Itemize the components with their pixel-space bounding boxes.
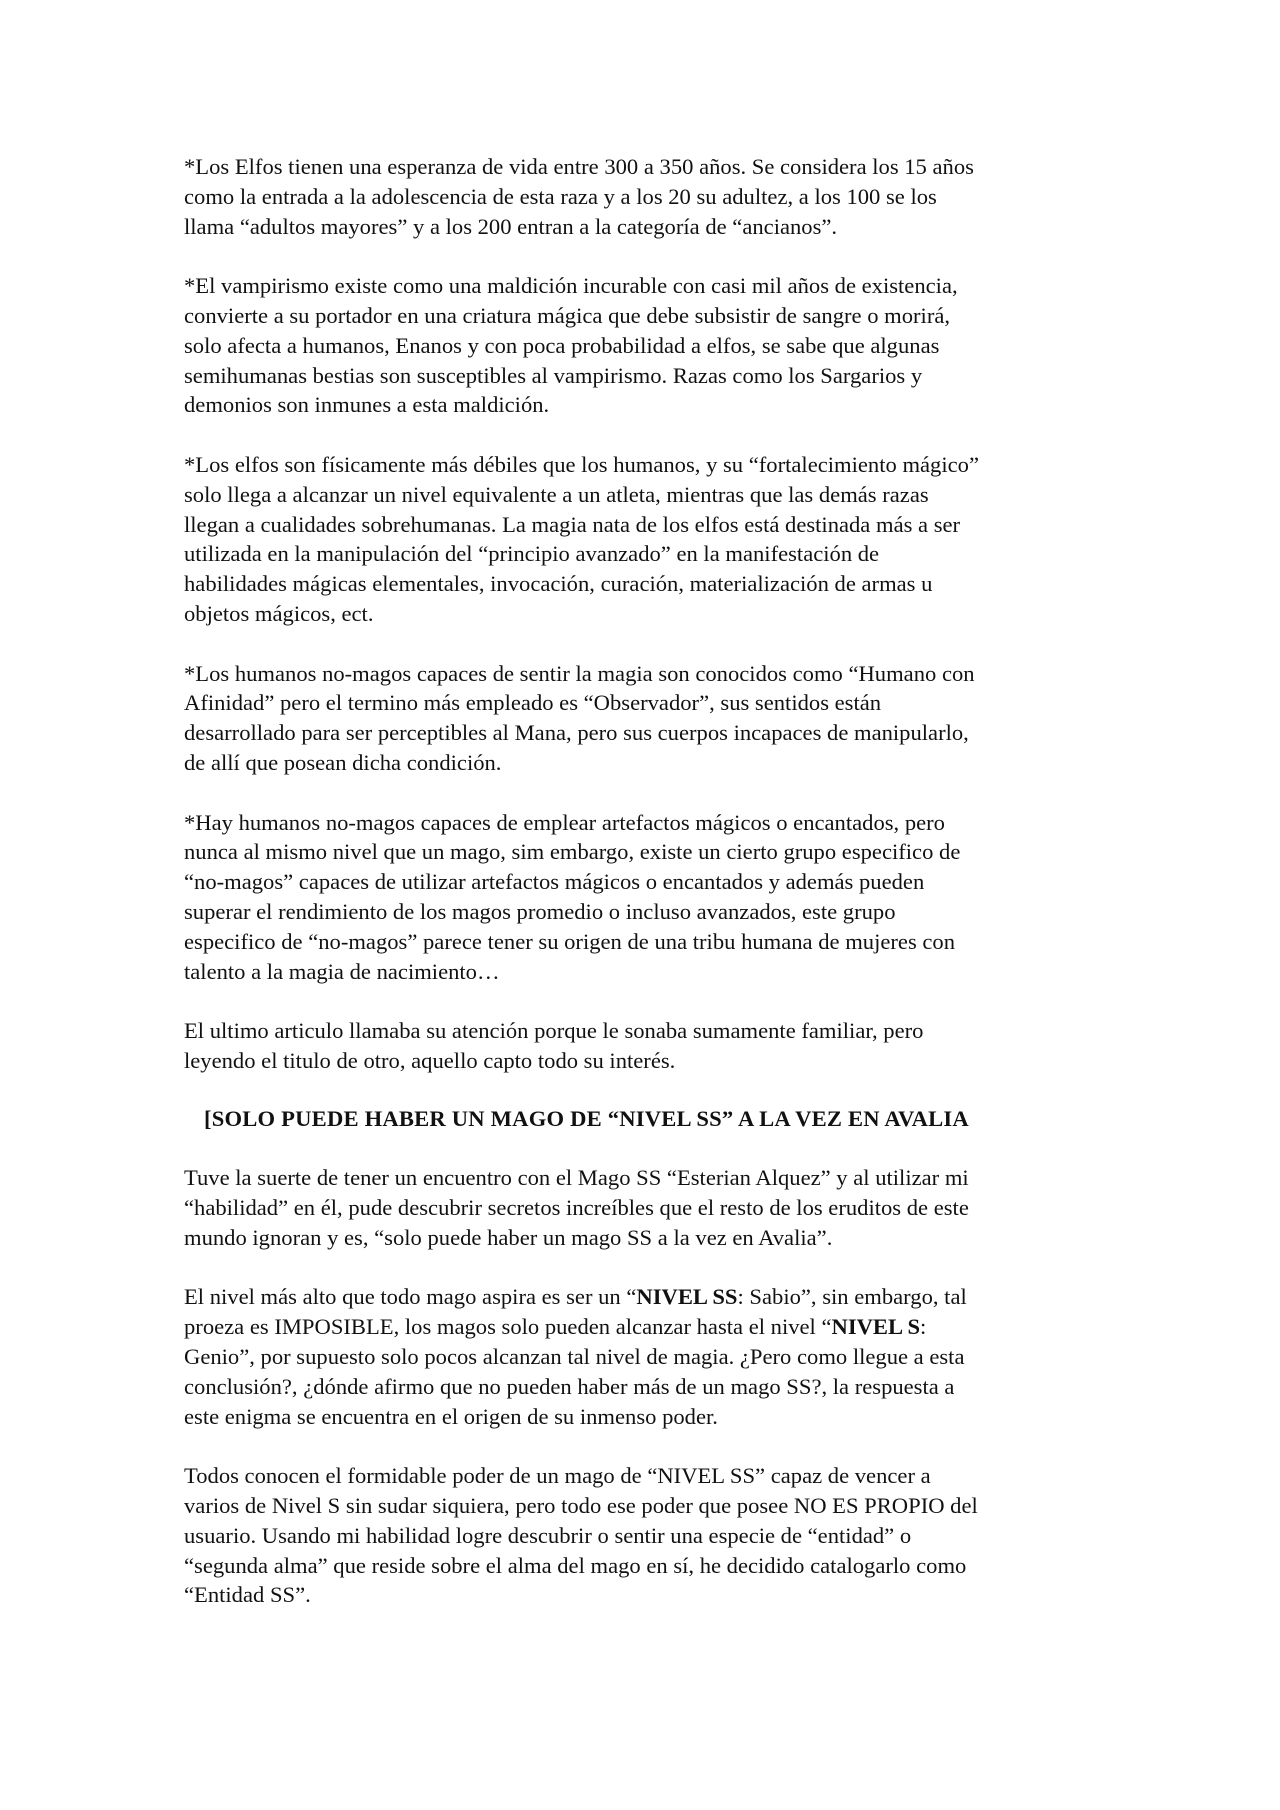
text-line: semihumanas bestias son susceptibles al vampirismo. Razas como los Sargarios y xyxy=(184,362,923,388)
text-line: *Los elfos son físicamente más débiles que los humanos, y su “fortalecimiento mágico” xyxy=(184,451,979,477)
text-line: Genio”, por supuesto solo pocos alcanzan tal nivel de magia. ¿Pero como llegue a esta xyxy=(184,1344,965,1370)
text-line: llama “adultos mayores” y a los 200 entran a la categoría de “ancianos”. xyxy=(184,213,838,239)
text-line: “Entidad SS”. xyxy=(184,1582,311,1608)
text-line: llegan a cualidades sobrehumanas. La magia nata de los elfos está destinada más a ser xyxy=(184,511,961,537)
paragraph-elfos-lifespan xyxy=(184,152,1114,241)
text-line: desarrollado para ser perceptibles al Mana, pero sus cuerpos incapaces de manipularlo, xyxy=(184,720,969,746)
text-line: “no-magos” capaces de utilizar artefactos mágicos o encantados y además pueden xyxy=(184,869,925,895)
text-line: nunca al mismo nivel que un mago, sim embargo, existe un cierto grupo especifico de xyxy=(184,839,961,865)
text-line: talento a la magia de nacimiento… xyxy=(184,958,500,984)
bold-term: NIVEL SS xyxy=(636,1284,738,1310)
text-run: El nivel más alto que todo mago aspira es ser un “ xyxy=(184,1284,637,1310)
text-line: superar el rendimiento de los magos promedio o incluso avanzados, este grupo xyxy=(184,898,896,924)
paragraph-todos-conocen xyxy=(184,1461,1114,1610)
paragraph-nivel-mas-alto xyxy=(184,1282,1114,1431)
text-line: objetos mágicos, ect. xyxy=(184,600,374,626)
text-line xyxy=(184,1312,1114,1342)
text-run: : Sabio”, sin embargo, tal xyxy=(737,1284,967,1310)
text-line: conclusión?, ¿dónde afirmo que no pueden haber más de un mago SS?, la respuesta a xyxy=(184,1373,955,1399)
text-line: como la entrada a la adolescencia de esta raza y a los 20 su adultez, a los 100 se los xyxy=(184,183,937,209)
text-line: usuario. Usando mi habilidad logre descubrir o sentir una especie de “entidad” o xyxy=(184,1522,912,1548)
text-line: convierte a su portador en una criatura mágica que debe subsistir de sangre o morirá, xyxy=(184,302,951,328)
text-line: este enigma se encuentra en el origen de su inmenso poder. xyxy=(184,1403,718,1429)
text-line: *Los Elfos tienen una esperanza de vida entre 300 a 350 años. Se considera los 15 años xyxy=(184,154,974,179)
text-line: habilidades mágicas elementales, invocación, curación, materialización de armas u xyxy=(184,571,933,597)
paragraph-tuve-suerte xyxy=(184,1163,1114,1252)
text-line: utilizada en la manipulación del “principio avanzado” en la manifestación de xyxy=(184,541,880,567)
text-line: “habilidad” en él, pude descubrir secretos increíbles que el resto de los eruditos de este xyxy=(184,1195,969,1221)
text-line: especifico de “no-magos” parece tener su origen de una tribu humana de mujeres con xyxy=(184,928,956,954)
text-line xyxy=(184,1282,1114,1312)
text-line: El ultimo articulo llamaba su atención porque le sonaba sumamente familiar, pero xyxy=(184,1018,924,1044)
text-line: solo afecta a humanos, Enanos y con poca probabilidad a elfos, se sabe que algunas xyxy=(184,332,940,358)
paragraph-vampirismo xyxy=(184,271,1114,420)
text-line: demonios son inmunes a esta maldición. xyxy=(184,392,550,418)
text-line: *Los humanos no-magos capaces de sentir la magia son conocidos como “Humano con xyxy=(184,660,975,686)
text-line: varios de Nivel S sin sudar siquiera, pero todo ese poder que posee NO ES PROPIO del xyxy=(184,1493,978,1519)
text-line: *Hay humanos no-magos capaces de emplear artefactos mágicos o encantados, pero xyxy=(184,809,945,835)
bold-term: NIVEL S xyxy=(831,1314,921,1340)
paragraph-ultimo-articulo xyxy=(184,1016,1114,1076)
paragraph-observador xyxy=(184,659,1114,778)
text-line: leyendo el titulo de otro, aquello capto todo su interés. xyxy=(184,1047,676,1073)
text-line: de allí que posean dicha condición. xyxy=(184,749,502,775)
text-line: Todos conocen el formidable poder de un mago de “NIVEL SS” capaz de vencer a xyxy=(184,1463,931,1489)
document-body xyxy=(184,152,1114,1640)
text-run: proeza es IMPOSIBLE, los magos solo pueden alcanzar hasta el nivel “ xyxy=(184,1314,832,1340)
text-line: *El vampirismo existe como una maldición incurable con casi mil años de existencia, xyxy=(184,273,958,299)
text-run: : xyxy=(920,1314,927,1340)
text-line: solo llega a alcanzar un nivel equivalente a un atleta, mientras que las demás razas xyxy=(184,481,929,507)
paragraph-no-magos xyxy=(184,808,1114,987)
article-heading: [SOLO PUEDE HABER UN MAGO DE “NIVEL SS” A LA VEZ EN AVALIA xyxy=(204,1105,969,1131)
text-line: “segunda alma” que reside sobre el alma del mago en sí, he decidido catalogarlo como xyxy=(184,1552,967,1578)
text-line: mundo ignoran y es, “solo puede haber un mago SS a la vez en Avalia”. xyxy=(184,1224,833,1250)
text-line: Afinidad” pero el termino más empleado es “Observador”, sus sentidos están xyxy=(184,690,882,716)
text-line: Tuve la suerte de tener un encuentro con el Mago SS “Esterian Alquez” y al utilizar mi xyxy=(184,1165,969,1191)
paragraph-elfos-fuerza xyxy=(184,450,1114,629)
